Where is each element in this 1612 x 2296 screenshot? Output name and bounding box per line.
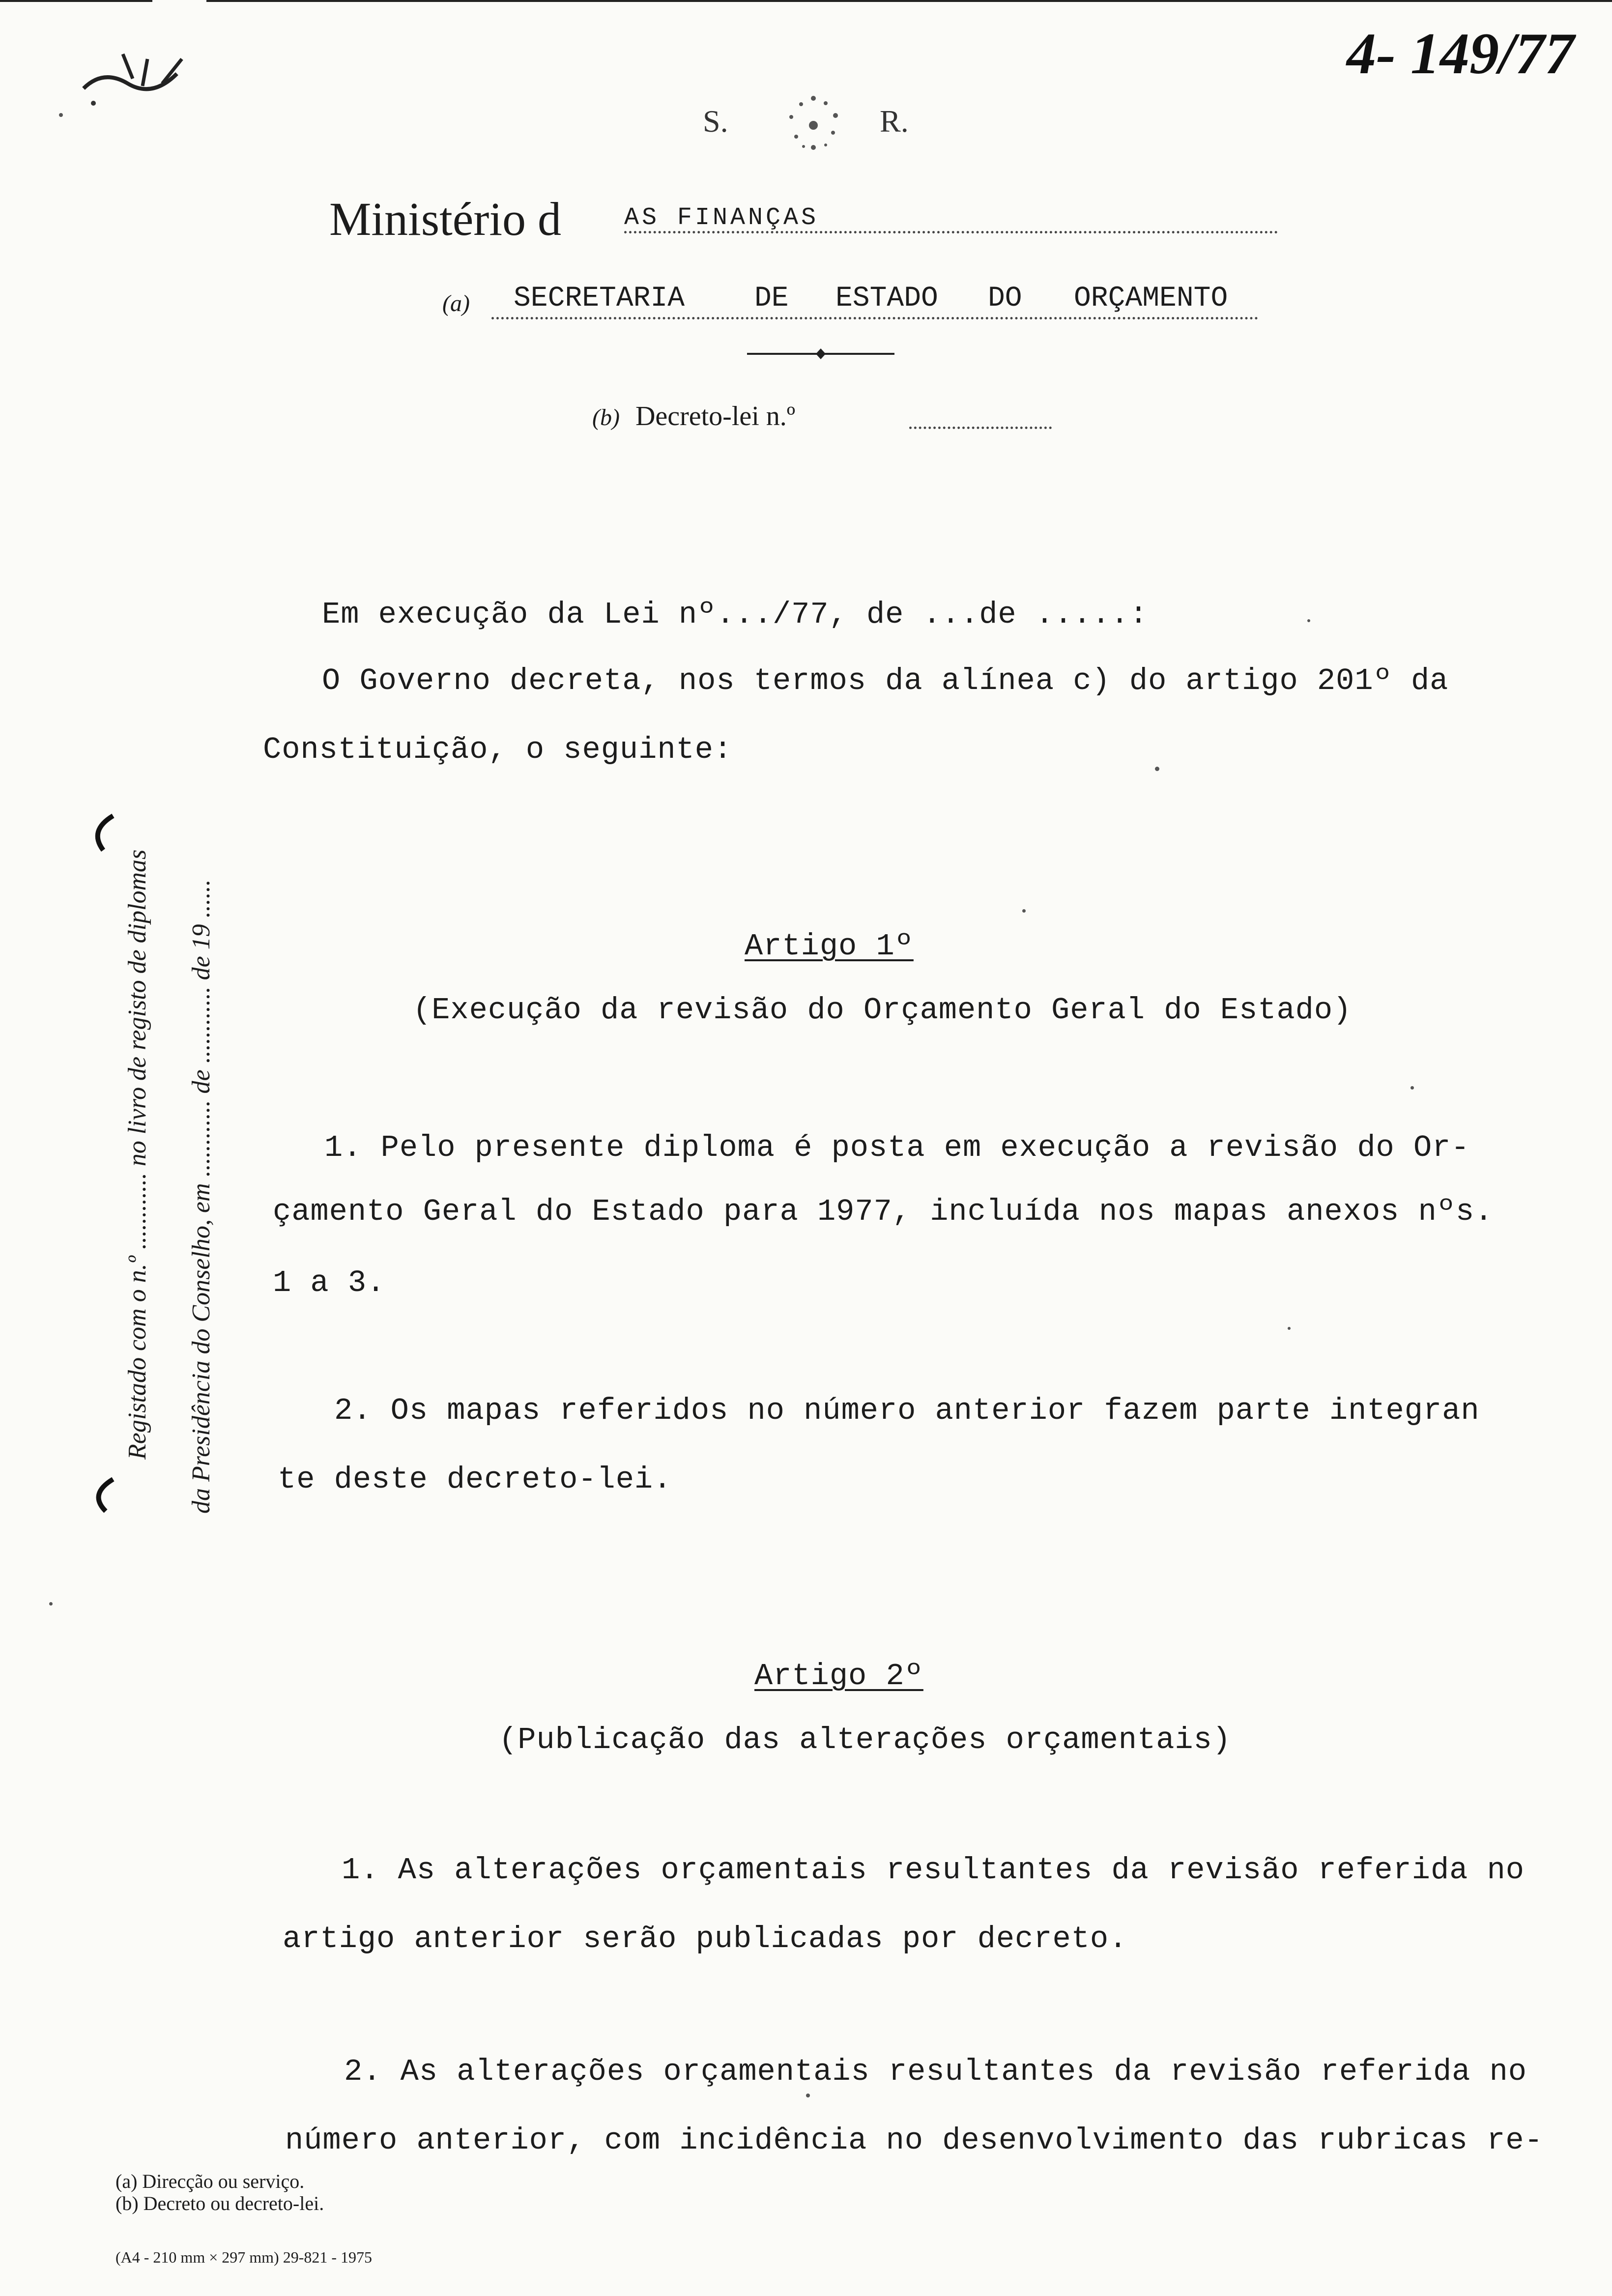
ministry-dotted-line	[624, 231, 1278, 233]
margin-date-line: da Presidência do Conselho, em ............ de ............ de 19 ......	[187, 879, 215, 1514]
scan-speck	[1288, 1327, 1291, 1330]
archive-number: 4- 149/77	[1347, 21, 1575, 86]
ink-mark-icon	[74, 39, 187, 113]
scan-speck	[1022, 909, 1026, 913]
republic-initial-right: R.	[880, 104, 909, 139]
article-1-para-1-line-2: çamento Geral do Estado para 1977, incluída nos mapas anexos nºs.	[273, 1194, 1494, 1229]
article-1-para-1-line-3: 1 a 3.	[273, 1265, 386, 1300]
scan-speck	[1155, 767, 1159, 771]
footnote-a: (a) Direcção ou serviço.	[115, 2170, 305, 2192]
coat-of-arms-icon	[767, 84, 860, 167]
article-1-para-1-line-1: 1. Pelo presente diploma é posta em execução a revisão do Or-	[324, 1130, 1470, 1165]
article-2-para-1-line-1: 1. As alterações orçamentais resultantes da revisão referida no	[342, 1853, 1525, 1888]
article-2-title: Artigo 2º	[754, 1659, 923, 1693]
intro-line-3: Constituição, o seguinte:	[263, 732, 733, 767]
footnote-b: (b) Decreto ou decreto-lei.	[115, 2192, 324, 2214]
article-2-subtitle: (Publicação das alterações orçamentais)	[499, 1722, 1232, 1757]
ministry-name: AS FINANÇAS	[624, 204, 819, 232]
decree-label: Decreto-lei n.º	[635, 401, 796, 431]
direction-dotted-line	[491, 317, 1258, 319]
label-b: (b)	[592, 404, 620, 430]
ministry-prefix: Ministério d	[329, 193, 561, 245]
direction-word-secretaria: SECRETARIA	[514, 283, 685, 315]
divider-ornament-icon	[747, 346, 894, 361]
scan-speck	[806, 2094, 810, 2097]
top-rule-right	[206, 0, 1612, 2]
scan-speck	[59, 113, 63, 117]
decree-line	[592, 401, 795, 432]
article-1-para-2-line-1: 2. Os mapas referidos no número anterior fazem parte integran	[334, 1393, 1480, 1428]
article-1-subtitle: (Execução da revisão do Orçamento Geral do Estado)	[413, 993, 1352, 1028]
scan-speck	[1307, 619, 1310, 622]
direction-word-estado: ESTADO	[835, 283, 938, 315]
article-2-para-2-line-1: 2. As alterações orçamentais resultantes da revisão referida no	[344, 2054, 1527, 2089]
scan-speck	[49, 1602, 53, 1606]
direction-word-de: DE	[754, 283, 789, 315]
intro-line-2: O Governo decreta, nos termos da alínea c) do artigo 201º da	[322, 663, 1449, 698]
direction-word-orcamento: ORÇAMENTO	[1074, 283, 1228, 315]
decree-number-dotted-line	[909, 427, 1052, 429]
top-rule-left	[0, 0, 152, 2]
intro-line-1: Em execução da Lei nº.../77, de ...de .....:	[322, 597, 1149, 632]
scan-speck	[1410, 1086, 1414, 1090]
margin-registry-line: Registado com o n.º ............ no livro de registo de diplomas	[123, 849, 151, 1460]
ministry-title	[329, 192, 561, 246]
direction-word-do: DO	[988, 283, 1022, 315]
label-a: (a)	[442, 290, 470, 316]
article-2-para-1-line-2: artigo anterior serão publicadas por decreto.	[283, 1922, 1128, 1956]
form-reference: (A4 - 210 mm × 297 mm) 29-821 - 1975	[115, 2248, 372, 2266]
article-2-para-2-line-2: número anterior, com incidência no desenvolvimento das rubricas re-	[285, 2123, 1543, 2158]
article-1-para-2-line-2: te deste decreto-lei.	[278, 1462, 672, 1497]
article-1-title: Artigo 1º	[745, 929, 914, 964]
republic-initial-left: S.	[703, 104, 728, 139]
margin-bracket-icon	[79, 811, 118, 1519]
